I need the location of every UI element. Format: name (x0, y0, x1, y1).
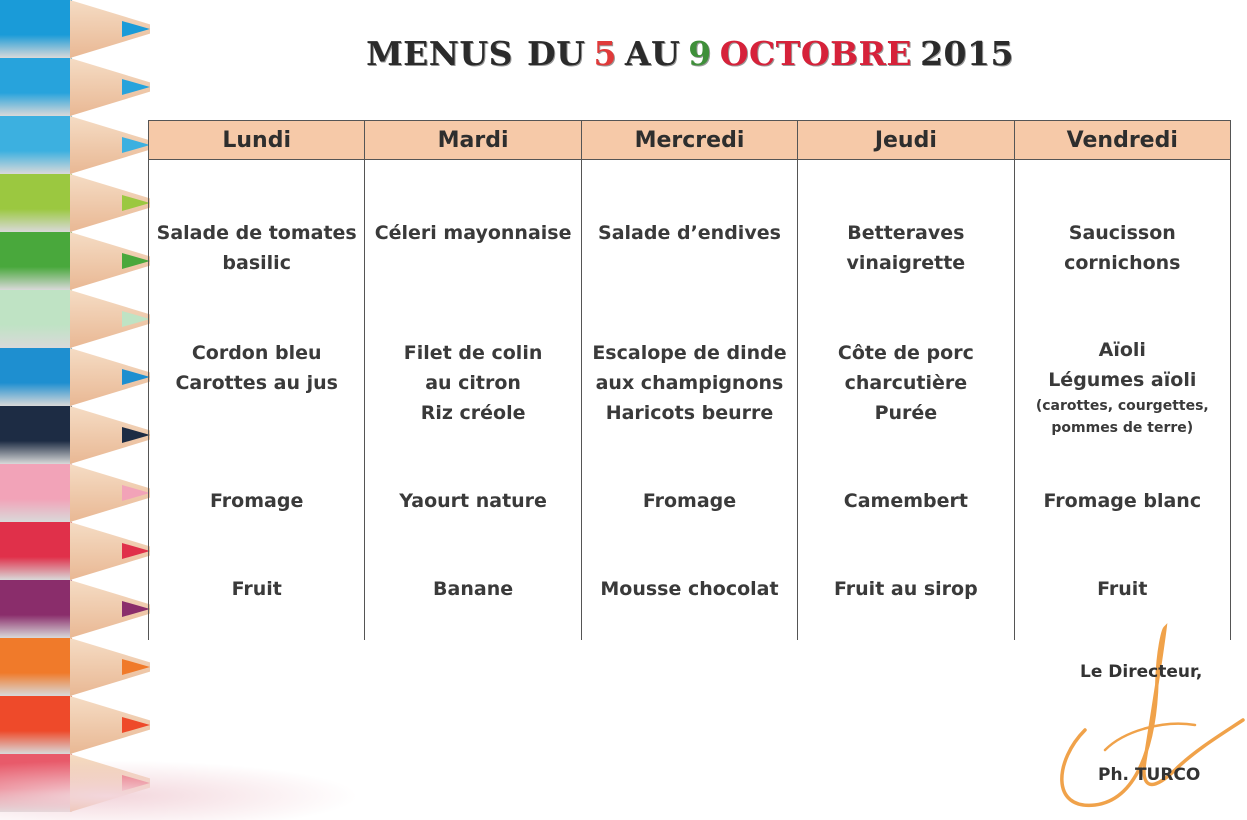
day-header-lundi: Lundi (149, 121, 365, 160)
starter: Betteraves vinaigrette (846, 222, 966, 274)
title-year: 2015 (920, 34, 1014, 73)
title-au: AU (624, 34, 681, 73)
starter: Salade d’endives (598, 222, 781, 244)
day-header-mercredi: Mercredi (581, 121, 797, 160)
title-prefix: MENUS (366, 34, 514, 73)
day-header-vendredi: Vendredi (1014, 121, 1230, 160)
starter: Salade de tomates basilic (156, 222, 357, 274)
day-column-mardi (365, 160, 581, 641)
dessert: Mousse chocolat (600, 578, 779, 600)
starter: Céleri mayonnaise (374, 222, 572, 244)
menu-row (149, 160, 1231, 641)
cheese: Camembert (843, 490, 968, 512)
cheese: Yaourt nature (399, 490, 547, 512)
title-du: DU (527, 34, 586, 73)
day-column-lundi (149, 160, 365, 641)
dessert: Fruit (1097, 578, 1148, 600)
main-course: Aïoli Légumes aïoli (carottes, courgettes, pommes de terre) (1015, 335, 1230, 439)
weekly-menu-table (148, 120, 1231, 640)
title-end-day: 9 (688, 34, 712, 73)
day-column-mercredi (581, 160, 797, 641)
cheese: Fromage blanc (1043, 490, 1202, 512)
day-header-jeudi: Jeudi (798, 121, 1014, 160)
signature-role: Le Directeur, (1080, 662, 1203, 682)
title-month: OCTOBRE (719, 34, 913, 73)
main-course-note: (carottes, courgettes, (1035, 398, 1209, 414)
main-course: Cordon bleu Carottes au jus (175, 342, 338, 394)
main-course: Filet de colin au citron Riz créole (403, 342, 543, 424)
cheese: Fromage (210, 490, 304, 512)
main-course-note: pommes de terre) (1051, 420, 1194, 436)
main-course: Côte de porc charcutière Purée (837, 342, 974, 424)
day-column-jeudi (798, 160, 1014, 641)
title-start-day: 5 (593, 34, 617, 73)
main-course: Escalope de dinde aux champignons Haricots beurre (592, 342, 787, 424)
starter: Saucisson cornichons (1064, 222, 1181, 274)
signature-name: Ph. TURCO (1098, 765, 1201, 785)
day-header-mardi: Mardi (365, 121, 581, 160)
day-column-vendredi (1014, 160, 1230, 641)
pink-smudge-decoration (0, 760, 360, 820)
dessert: Fruit (231, 578, 282, 600)
table-header-row (149, 121, 1231, 160)
page-title (0, 34, 1247, 73)
dessert: Banane (433, 578, 514, 600)
cheese: Fromage (642, 490, 737, 512)
dessert: Fruit au sirop (834, 578, 978, 600)
